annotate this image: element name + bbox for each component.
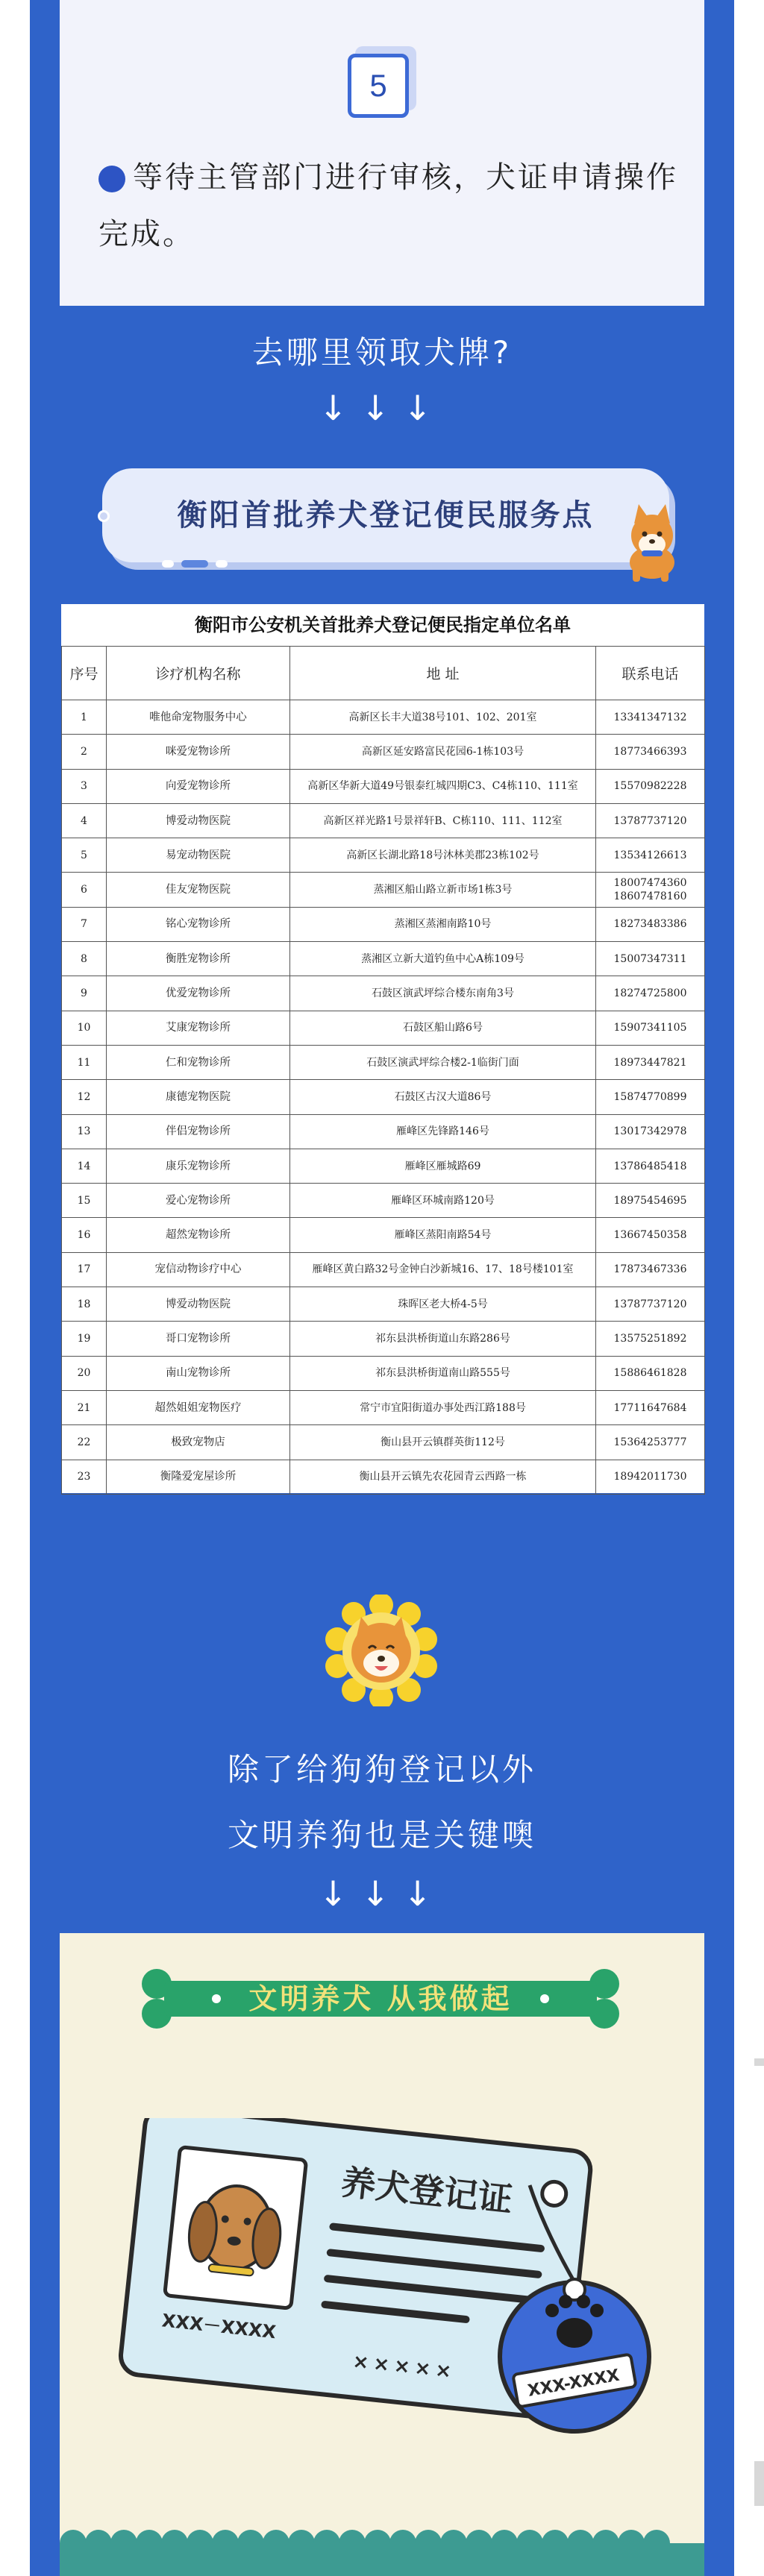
table-row (62, 1252, 705, 1287)
cell-address: 雁峰区黄白路32号金钟白沙新城16、17、18号楼101室 (290, 1252, 596, 1287)
cell-address: 珠晖区老大桥4-5号 (290, 1287, 596, 1322)
cell-clinic-name: 佳友宠物医院 (107, 873, 290, 907)
cell-phone: 18975454695 (596, 1184, 705, 1218)
designated-unit-table (61, 646, 705, 1495)
cell-phone: 13667450358 (596, 1218, 705, 1252)
cell-clinic-name: 咪爱宠物诊所 (107, 735, 290, 769)
cell-address: 衡山县开云镇群英街112号 (290, 1425, 596, 1460)
scallop-band (60, 2543, 704, 2576)
table-row (62, 1356, 705, 1390)
cell-address: 衡山县开云镇先农花园青云西路一栋 (290, 1460, 596, 1494)
cell-index: 8 (62, 942, 107, 976)
cell-phone: 18274725800 (596, 976, 705, 1011)
cell-address: 高新区华新大道49号银泰红城四期C3、C4栋110、111室 (290, 769, 596, 803)
cell-index: 22 (62, 1425, 107, 1460)
cell-address: 石鼓区演武坪综合楼2-1临街门面 (290, 1045, 596, 1079)
designated-unit-table-card (61, 604, 704, 1493)
cell-index: 11 (62, 1045, 107, 1079)
cell-address: 高新区延安路富民花园6-1栋103号 (290, 735, 596, 769)
cell-phone: 13787737120 (596, 1287, 705, 1322)
cell-clinic-name: 极致宠物店 (107, 1425, 290, 1460)
cell-index: 13 (62, 1114, 107, 1149)
cell-phone: 15364253777 (596, 1425, 705, 1460)
bone-banner-text: 文明养犬 从我做起 (248, 1982, 513, 2015)
cell-phone: 15874770899 (596, 1080, 705, 1114)
cell-clinic-name: 博爱动物医院 (107, 1287, 290, 1322)
cell-clinic-name: 唯他命宠物服务中心 (107, 700, 290, 735)
cell-phone: 18273483386 (596, 907, 705, 941)
cell-clinic-name: 铭心宠物诊所 (107, 907, 290, 941)
table-row (62, 1045, 705, 1079)
tag-code-text: XXX-XXXX (526, 2366, 621, 2401)
cell-index: 7 (62, 907, 107, 941)
scroll-mark (754, 2058, 764, 2066)
cell-index: 10 (62, 1011, 107, 1045)
header-phone: 联系电话 (596, 647, 705, 700)
bone-banner (142, 1969, 619, 2029)
cell-index: 19 (62, 1322, 107, 1356)
table-row (62, 1114, 705, 1149)
cell-address: 雁峰区蒸阳南路54号 (290, 1218, 596, 1252)
cell-address: 高新区长丰大道38号101、102、201室 (290, 700, 596, 735)
table-row (62, 942, 705, 976)
cell-index: 9 (62, 976, 107, 1011)
cell-phone: 13534126613 (596, 838, 705, 873)
cell-phone: 15886461828 (596, 1356, 705, 1390)
table-row (62, 1287, 705, 1322)
civil-dog-line-2: 文明养狗也是关键噢 (227, 1817, 536, 1853)
cell-address: 高新区长湖北路18号沐林美郡23栋102号 (290, 838, 596, 873)
cell-index: 12 (62, 1080, 107, 1114)
down-arrows-icon: ↓↓↓ (319, 1873, 445, 1914)
down-arrows-icon: ↓↓↓ (319, 388, 445, 428)
service-point-banner (102, 468, 669, 562)
cell-address: 雁峰区先锋路146号 (290, 1114, 596, 1149)
cell-address: 石鼓区古汉大道86号 (290, 1080, 596, 1114)
cell-phone: 17711647684 (596, 1390, 705, 1424)
cell-address: 高新区祥光路1号景祥轩B、C栋110、111、112室 (290, 803, 596, 838)
dog-license-illustration (112, 2118, 679, 2506)
cell-address: 常宁市宜阳街道办事处西江路188号 (290, 1390, 596, 1424)
table-header-row (62, 647, 705, 700)
banner-title: 衡阳首批养犬登记便民服务点 (177, 498, 595, 533)
cell-phone: 18007474360 18607478160 (596, 873, 705, 907)
cell-phone: 15007347311 (596, 942, 705, 976)
cell-clinic-name: 易宠动物医院 (107, 838, 290, 873)
cell-address: 蒸湘区立新大道钓鱼中心A栋109号 (290, 942, 596, 976)
card-code-text: XXX－XXXX (160, 2310, 278, 2343)
cell-address: 蒸湘区蒸湘南路10号 (290, 907, 596, 941)
cell-index: 23 (62, 1460, 107, 1494)
step-text (98, 149, 680, 263)
table-body (62, 700, 705, 1495)
cell-index: 4 (62, 803, 107, 838)
cell-clinic-name: 康乐宠物诊所 (107, 1149, 290, 1183)
cell-phone: 13787737120 (596, 803, 705, 838)
table-row (62, 1218, 705, 1252)
scroll-mark (754, 2461, 764, 2506)
card-stars-text: ××××× (351, 2350, 457, 2384)
cell-index: 17 (62, 1252, 107, 1287)
cell-clinic-name: 仁和宠物诊所 (107, 1045, 290, 1079)
cell-index: 21 (62, 1390, 107, 1424)
cell-clinic-name: 优爱宠物诊所 (107, 976, 290, 1011)
table-row (62, 873, 705, 907)
cell-clinic-name: 超然宠物诊所 (107, 1218, 290, 1252)
table-row (62, 1184, 705, 1218)
table-row (62, 1390, 705, 1424)
cell-clinic-name: 向爱宠物诊所 (107, 769, 290, 803)
cell-phone: 13017342978 (596, 1114, 705, 1149)
cell-clinic-name: 博爱动物医院 (107, 803, 290, 838)
cell-clinic-name: 爱心宠物诊所 (107, 1184, 290, 1218)
cell-phone: 18973447821 (596, 1045, 705, 1079)
step-text-content: 等待主管部门进行审核，犬证申请操作完成。 (98, 160, 678, 251)
cell-clinic-name: 南山宠物诊所 (107, 1356, 290, 1390)
cell-phone: 18773466393 (596, 735, 705, 769)
header-address: 地 址 (290, 647, 596, 700)
table-row (62, 838, 705, 873)
table-row (62, 769, 705, 803)
cell-phone: 15907341105 (596, 1011, 705, 1045)
cell-clinic-name: 衡隆爱宠屋诊所 (107, 1460, 290, 1494)
cell-index: 6 (62, 873, 107, 907)
cell-address: 石鼓区演武坪综合楼东南角3号 (290, 976, 596, 1011)
cell-clinic-name: 宠信动物诊疗中心 (107, 1252, 290, 1287)
cell-phone: 13341347132 (596, 700, 705, 735)
table-row (62, 976, 705, 1011)
table-title: 衡阳市公安机关首批养犬登记便民指定单位名单 (195, 614, 571, 635)
cell-index: 5 (62, 838, 107, 873)
cell-address: 雁峰区雁城路69 (290, 1149, 596, 1183)
step-number-badge (348, 46, 416, 118)
header-name: 诊疗机构名称 (107, 647, 290, 700)
cell-index: 1 (62, 700, 107, 735)
cell-index: 2 (62, 735, 107, 769)
cell-phone: 17873467336 (596, 1252, 705, 1287)
cell-address: 石鼓区船山路6号 (290, 1011, 596, 1045)
cell-address: 祁东县洪桥街道山东路286号 (290, 1322, 596, 1356)
cell-phone: 13786485418 (596, 1149, 705, 1183)
section-heading-where: 去哪里领取犬牌? (251, 334, 513, 371)
table-row (62, 700, 705, 735)
cell-clinic-name: 伴侣宠物诊所 (107, 1114, 290, 1149)
civil-dog-line-1: 除了给狗狗登记以外 (227, 1751, 536, 1788)
cell-clinic-name: 康德宠物医院 (107, 1080, 290, 1114)
table-row (62, 1460, 705, 1494)
cell-phone: 18942011730 (596, 1460, 705, 1494)
cell-index: 20 (62, 1356, 107, 1390)
banner-dots (162, 556, 235, 571)
cell-index: 14 (62, 1149, 107, 1183)
step-number: 5 (348, 54, 409, 118)
table-row (62, 803, 705, 838)
cell-index: 15 (62, 1184, 107, 1218)
cell-clinic-name: 哥口宠物诊所 (107, 1322, 290, 1356)
cell-address: 祁东县洪桥街道南山路555号 (290, 1356, 596, 1390)
cell-phone: 15570982228 (596, 769, 705, 803)
sunflower-dog-icon (325, 1595, 437, 1706)
table-row (62, 1322, 705, 1356)
banner-pin-icon (98, 510, 110, 522)
table-row (62, 735, 705, 769)
cell-index: 3 (62, 769, 107, 803)
cell-clinic-name: 超然姐姐宠物医疗 (107, 1390, 290, 1424)
shiba-dog-icon (616, 501, 691, 583)
cell-address: 雁峰区环城南路120号 (290, 1184, 596, 1218)
cell-index: 18 (62, 1287, 107, 1322)
cell-clinic-name: 衡胜宠物诊所 (107, 942, 290, 976)
cell-phone: 13575251892 (596, 1322, 705, 1356)
cell-index: 16 (62, 1218, 107, 1252)
cell-address: 蒸湘区船山路立新市场1栋3号 (290, 873, 596, 907)
license-title: 养犬登记证 (339, 2161, 515, 2220)
header-index: 序号 (62, 647, 107, 700)
table-row (62, 907, 705, 941)
table-row (62, 1080, 705, 1114)
table-row (62, 1149, 705, 1183)
cell-clinic-name: 艾康宠物诊所 (107, 1011, 290, 1045)
table-row (62, 1425, 705, 1460)
table-row (62, 1011, 705, 1045)
